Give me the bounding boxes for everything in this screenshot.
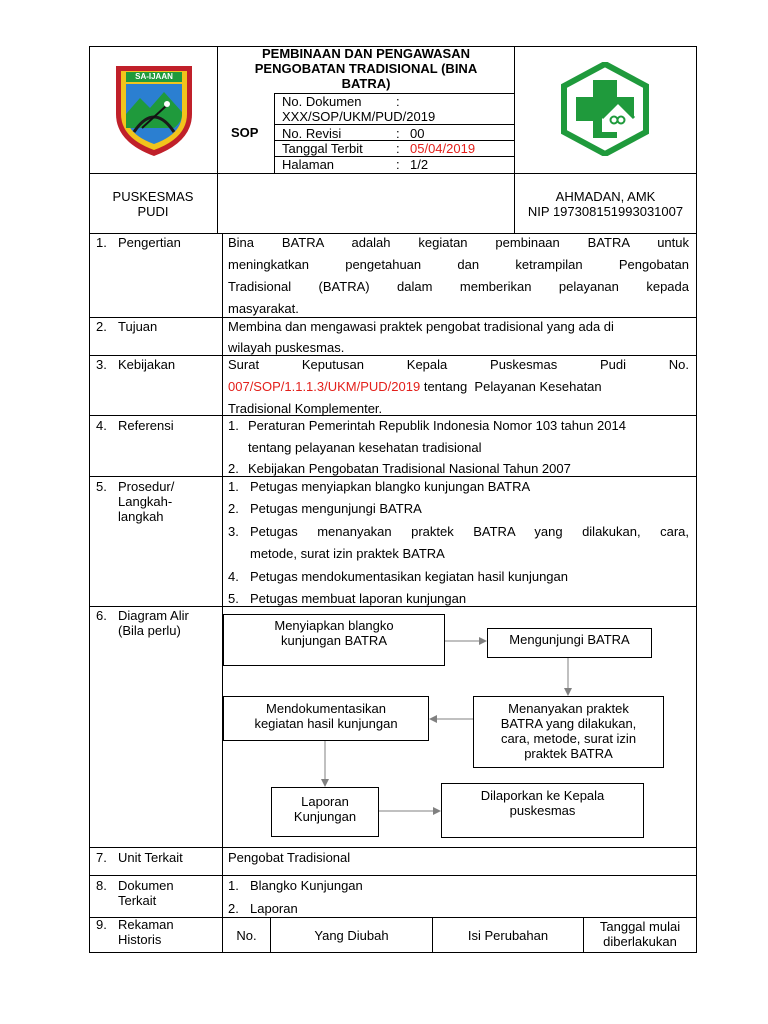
flow-box-report [271, 787, 379, 837]
flow-box-ask-line-4: praktek BATRA [524, 746, 613, 761]
flow-box-head-line-2: puskesmas [509, 803, 576, 818]
s5-item-4-num: 4. [228, 569, 239, 584]
terbit-label: Tanggal Terbit [282, 141, 363, 156]
s8-label-line-2: Terkait [118, 893, 157, 908]
flow-box-head-line-1: Dilaporkan ke Kepala [480, 788, 605, 803]
s5-item-2-num: 2. [228, 501, 239, 516]
s4-item-2-text: Kebijakan Pengobatan Tradisional Nasional Tahun 2007 [248, 461, 571, 476]
s5-item-5-num: 5. [228, 591, 239, 606]
s5-item-3-num: 3. [228, 524, 239, 539]
s4-label: Referensi [118, 418, 174, 433]
s5-item-1-num: 1. [228, 479, 239, 494]
s6-label-line-1: Diagram Alir [118, 608, 189, 623]
flow-box-ask-line-3: cara, metode, surat izin [500, 731, 637, 746]
flow-box-document-line-1: Mendokumentasikan [266, 701, 386, 716]
s9-col-content: Isi Perubahan [467, 928, 549, 943]
s8-item-1-num: 1. [228, 878, 239, 893]
s9-label [118, 917, 174, 947]
flow-box-report-line-1: Laporan [301, 794, 349, 809]
s5-item-1-text: Petugas menyiapkan blangko kunjungan BATRA [250, 479, 531, 494]
s7-value: Pengobat Tradisional [228, 850, 351, 865]
flow-box-head [441, 783, 644, 838]
s9-number: 9. [96, 917, 107, 932]
revisi-label: No. Revisi [282, 126, 342, 141]
s5-item-4-text: Petugas mendokumentasikan kegiatan hasil kunjungan [250, 569, 568, 584]
flow-box-visit [487, 628, 652, 658]
s4-number: 4. [96, 418, 107, 433]
s1-label: Pengertian [118, 235, 181, 250]
s4-item-1-num: 1. [228, 418, 239, 433]
s6-label-line-2: (Bila perlu) [118, 623, 181, 638]
s2-line-2: wilayah puskesmas. [228, 340, 345, 355]
s9-label-line-1: Rekaman [118, 917, 174, 932]
s8-label-line-1: Dokumen [118, 878, 174, 893]
title-line-3: BATRA) [341, 76, 391, 91]
flow-box-ask [473, 696, 664, 768]
terbit-colon: : [396, 141, 400, 156]
s3-policy-subject: tentang Pelayanan Kesehatan [420, 379, 602, 394]
s3-line-1: Surat Keputusan Kepala Puskesmas Pudi No. [228, 357, 689, 372]
s2-label: Tujuan [118, 319, 158, 334]
s5-item-3-text: Petugas menanyakan praktek BATRA yang dilakukan, cara, [250, 524, 689, 539]
s7-label: Unit Terkait [118, 850, 183, 865]
halaman-value: 1/2 [410, 157, 429, 172]
flow-box-visit-line-1: Mengunjungi BATRA [509, 632, 630, 647]
flow-box-prepare-line-1: Menyiapkan blangko [274, 618, 394, 633]
s5-label-line-2: Langkah- [118, 494, 173, 509]
flow-box-ask-line-2: BATRA yang dilakukan, [500, 716, 637, 731]
s8-item-1-text: Blangko Kunjungan [250, 878, 363, 893]
terbit-value: 05/04/2019 [410, 141, 476, 156]
s5-label-line-3: langkah [118, 509, 164, 524]
flow-box-document [223, 696, 429, 741]
s5-item-2-text: Petugas mengunjungi BATRA [250, 501, 422, 516]
sop-label: SOP [231, 125, 259, 140]
s4-item-1-text: Peraturan Pemerintah Republik Indonesia Nomor 103 tahun 2014 [248, 418, 626, 433]
flow-box-prepare-line-2: kunjungan BATRA [281, 633, 387, 648]
s9-col-no: No. [236, 928, 257, 943]
halaman-colon: : [396, 157, 400, 172]
s9-col-date-line-2: diberlakukan [603, 934, 677, 949]
s2-line-1: Membina dan mengawasi praktek pengobat tradisional yang ada di [228, 319, 614, 334]
s5-label-line-1: Prosedur/ [118, 479, 175, 494]
signer-name: AHMADAN, AMK [555, 189, 656, 204]
s3-label: Kebijakan [118, 357, 176, 372]
s3-policy-number: 007/SOP/1.1.1.3/UKM/PUD/2019 [228, 379, 421, 394]
s8-item-2-num: 2. [228, 901, 239, 916]
halaman-label: Halaman [282, 157, 335, 172]
s7-number: 7. [96, 850, 107, 865]
s9-col-date [584, 919, 696, 949]
s5-item-5-text: Petugas membuat laporan kunjungan [250, 591, 467, 606]
s9-col-changed: Yang Diubah [314, 928, 389, 943]
dokumen-colon: : [396, 94, 400, 109]
s9-col-date-line-1: Tanggal mulai [599, 919, 681, 934]
s1-line-2: meningkatkan pengetahuan dan ketrampilan Pengobatan [228, 257, 689, 272]
flow-box-prepare [223, 614, 445, 666]
flow-box-report-line-2: Kunjungan [293, 809, 357, 824]
s4-item-2-num: 2. [228, 461, 239, 476]
revisi-colon: : [396, 126, 400, 141]
s1-number: 1. [96, 235, 107, 250]
s1-line-4: masyarakat. [228, 301, 299, 316]
signer-nip: NIP 197308151993031007 [527, 204, 684, 219]
flow-box-document-line-2: kegiatan hasil kunjungan [254, 716, 398, 731]
s5-item-3-cont: metode, surat izin praktek BATRA [250, 546, 445, 561]
revisi-value: 00 [410, 126, 425, 141]
flow-box-ask-line-1: Menanyakan praktek [508, 701, 629, 716]
s9-label-line-2: Historis [118, 932, 162, 947]
s4-item-1-cont: tentang pelayanan kesehatan tradisional [248, 440, 482, 455]
s5-number: 5. [96, 479, 107, 494]
s3-number: 3. [96, 357, 107, 372]
s6-number: 6. [96, 608, 107, 623]
logo-text: SA-IJAAN [135, 72, 173, 81]
s8-number: 8. [96, 878, 107, 893]
org-line-2: PUDI [137, 204, 169, 219]
s2-number: 2. [96, 319, 107, 334]
org-line-1: PUSKESMAS [112, 189, 194, 204]
title-line-2: PENGOBATAN TRADISIONAL (BINA [254, 61, 478, 76]
s1-line-3: Tradisional (BATRA) dalam memberikan pelayanan kepada [228, 279, 689, 294]
s1-line-1: Bina BATRA adalah kegiatan pembinaan BATRA untuk [228, 235, 689, 250]
s8-label [118, 878, 174, 908]
dokumen-label: No. Dokumen [282, 94, 362, 109]
s3-line-3: Tradisional Komplementer. [228, 401, 383, 416]
dokumen-value: XXX/SOP/UKM/PUD/2019 [282, 109, 436, 124]
title-line-1: PEMBINAAN DAN PENGAWASAN [261, 46, 470, 61]
s8-item-2-text: Laporan [250, 901, 298, 916]
